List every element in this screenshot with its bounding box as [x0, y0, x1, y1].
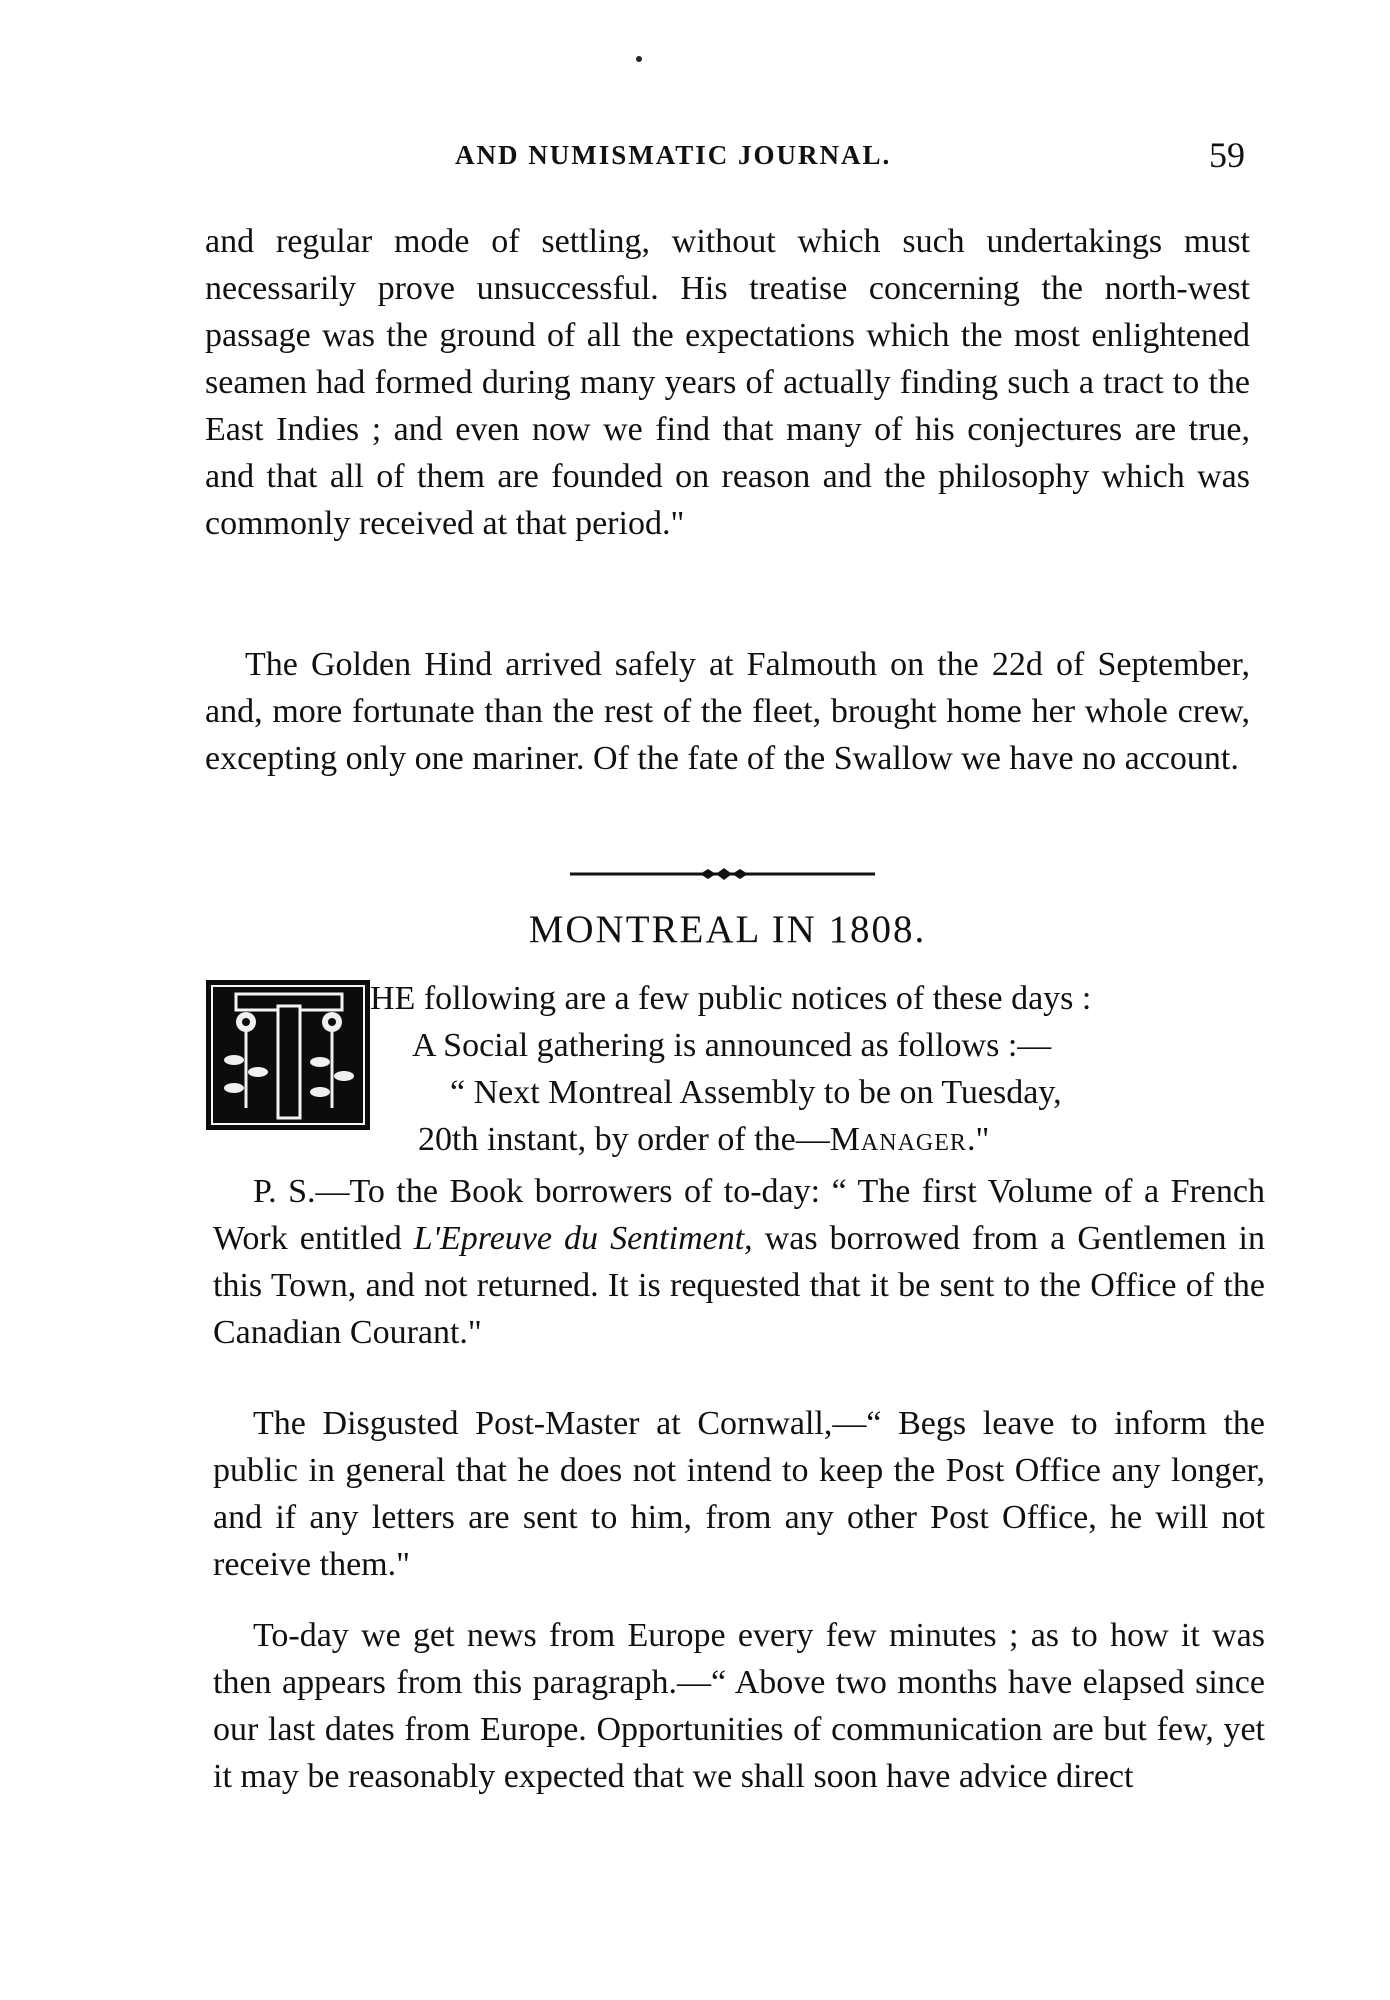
paragraph-news-europe: To-day we get news from Europe every few minutes ; as to how it was then appears from this paragraph.—“ Above two months have elapsed since our last dates from Europe. Opportunities of communication are but few, yet it may be reasonably expected that we shall soon have advice direct	[213, 1617, 1265, 1795]
page-number: 59	[1209, 135, 1245, 175]
drop-line-text: ."	[966, 1121, 990, 1158]
manager-smallcaps: Manager	[829, 1121, 967, 1158]
drop-cap-text-block	[370, 975, 1255, 1163]
paragraph-book-borrowers	[213, 1168, 1265, 1356]
paragraph-text: P. S.—To the Book borrowers of to-day: “ The first Volume of a French Work entitled	[213, 1173, 1265, 1257]
print-speck	[636, 56, 642, 62]
paragraph-continuation: and regular mode of settling, without which such undertakings must necessarily prove unsuccessful. His treatise concerning the north-west passage was the ground of all the expectations which the most enlightened seamen had formed during many years of actually finding such a tract to the East Indies ; and even now we find that many of his conjectures are true, and that all of them are founded on reason and the philosophy which was commonly received at that period."	[205, 223, 1250, 542]
drop-line-text: 20th instant, by order of the—	[418, 1121, 830, 1158]
ornamental-drop-cap	[206, 980, 370, 1130]
drop-line	[370, 1116, 1255, 1163]
paragraph-golden-hind: The Golden Hind arrived safely at Falmouth on the 22d of September, and, more fortunate than the rest of the fleet, brought home her whole crew, excepting only one mariner. Of the fate of the Swallow we have no account.	[205, 646, 1250, 777]
section-heading: MONTREAL IN 1808.	[528, 908, 927, 951]
drop-line: “ Next Montreal Assembly to be on Tuesday,	[450, 1074, 1062, 1111]
book-title: L'Epreuve du Sentiment,	[413, 1220, 753, 1257]
section-divider-ornament	[570, 866, 875, 882]
drop-line: HE following are a few public notices of these days :	[370, 980, 1092, 1017]
ornamental-t-initial-icon	[206, 980, 370, 1130]
paragraph-text: was borrowed from a Gentlemen in this Town, and not returned. It is requested that it be sent to the Office of the Canadian Courant."	[213, 1220, 1265, 1351]
running-title: AND NUMISMATIC JOURNAL.	[455, 140, 892, 170]
drop-line: A Social gathering is announced as follows :—	[412, 1027, 1052, 1064]
paragraph-post-master: The Disgusted Post-Master at Cornwall,—“ Begs leave to inform the public in general that he does not intend to keep the Post Office any longer, and if any letters are sent to him, from any other Post Office, he will not receive them."	[213, 1405, 1265, 1583]
page-header	[205, 135, 1245, 188]
